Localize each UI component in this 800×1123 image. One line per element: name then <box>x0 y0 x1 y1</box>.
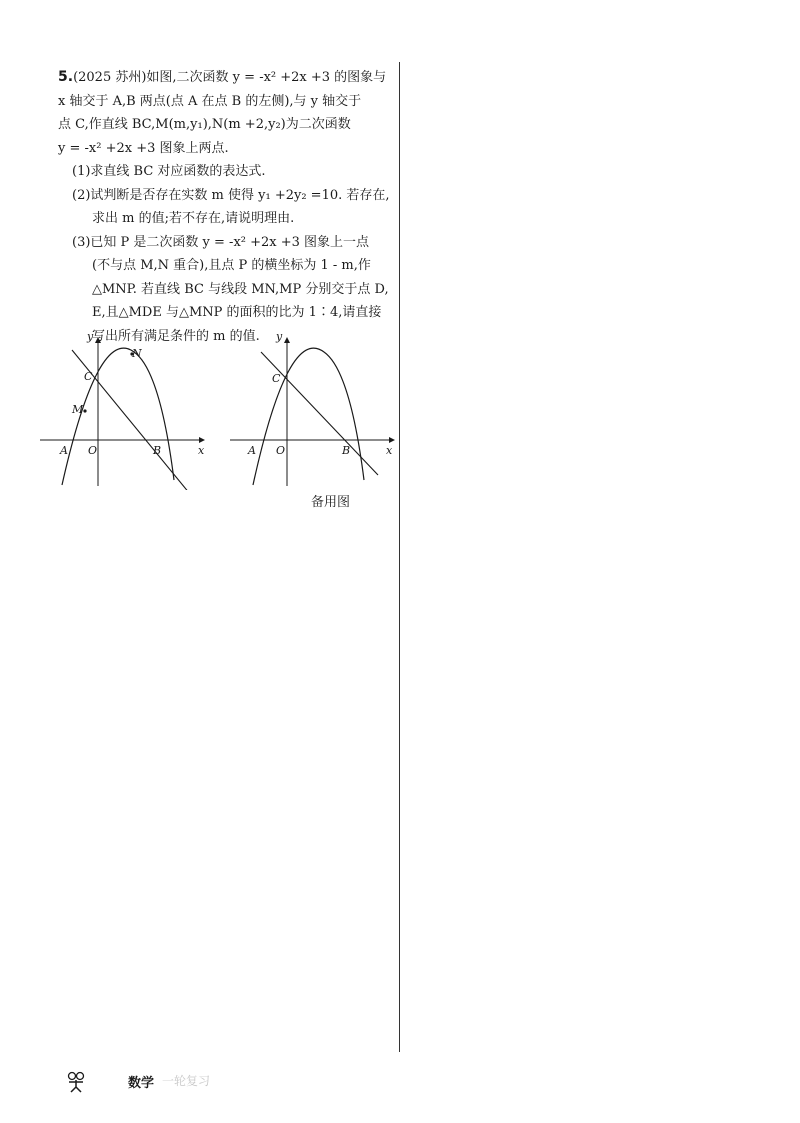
label-x: x <box>198 444 205 457</box>
label-n: N <box>132 347 142 360</box>
parabola <box>62 348 174 485</box>
label-x: x <box>386 444 393 457</box>
label-b: B <box>153 444 162 457</box>
label-y: y <box>276 330 283 343</box>
figure-main <box>40 330 215 490</box>
label-a: A <box>248 444 256 457</box>
problem-line-1 <box>58 66 398 90</box>
label-y: y <box>87 330 94 343</box>
part-2-cont: 求出 m 的值;若不存在,请说明理由. <box>92 211 295 226</box>
parabola <box>253 348 364 485</box>
problem-5 <box>58 66 398 348</box>
footer-faded-text: 一轮复习 <box>162 1074 211 1088</box>
part-3-cont: E,且△MDE 与△MNP 的面积的比为 1∶4,请直接 <box>92 305 382 320</box>
point-m <box>83 409 86 412</box>
problem-text: x 轴交于 A,B 两点(点 A 在点 B 的左侧),与 y 轴交于 <box>58 93 362 109</box>
part-3-cont: (不与点 M,N 重合),且点 P 的横坐标为 1 - m,作 <box>92 258 371 273</box>
label-o: O <box>88 444 98 457</box>
mascot-logo <box>64 1070 88 1098</box>
part-2: (2)试判断是否存在实数 m 使得 y₁ +2y₂ =10. 若存在, <box>72 187 390 203</box>
part-1: (1)求直线 BC 对应函数的表达式. <box>72 164 266 179</box>
label-c: C <box>272 372 281 385</box>
figure-caption: 备用图 <box>311 495 351 510</box>
problem-text: (2025 苏州)如图,二次函数 y = -x² +2x +3 的图象与 <box>73 70 387 85</box>
label-m: M <box>72 403 84 416</box>
problem-text: y = -x² +2x +3 图象上两点. <box>58 140 229 156</box>
part-3-cont: 写出所有满足条件的 m 的值. <box>92 328 260 344</box>
footer-subject: 数学 <box>128 1076 155 1091</box>
part-3-cont: △MNP. 若直线 BC 与线段 MN,MP 分别交于点 D, <box>92 281 389 297</box>
label-c: C <box>84 370 93 383</box>
problem-number: 5. <box>58 69 74 85</box>
column-divider <box>399 62 400 1052</box>
problem-text: 点 C,作直线 BC,M(m,y₁),N(m +2,y₂)为二次函数 <box>58 117 351 132</box>
label-a: A <box>60 444 68 457</box>
figure-backup <box>228 330 403 490</box>
label-b: B <box>342 444 351 457</box>
part-3: (3)已知 P 是二次函数 y = -x² +2x +3 图象上一点 <box>72 234 370 250</box>
label-o: O <box>276 444 286 457</box>
